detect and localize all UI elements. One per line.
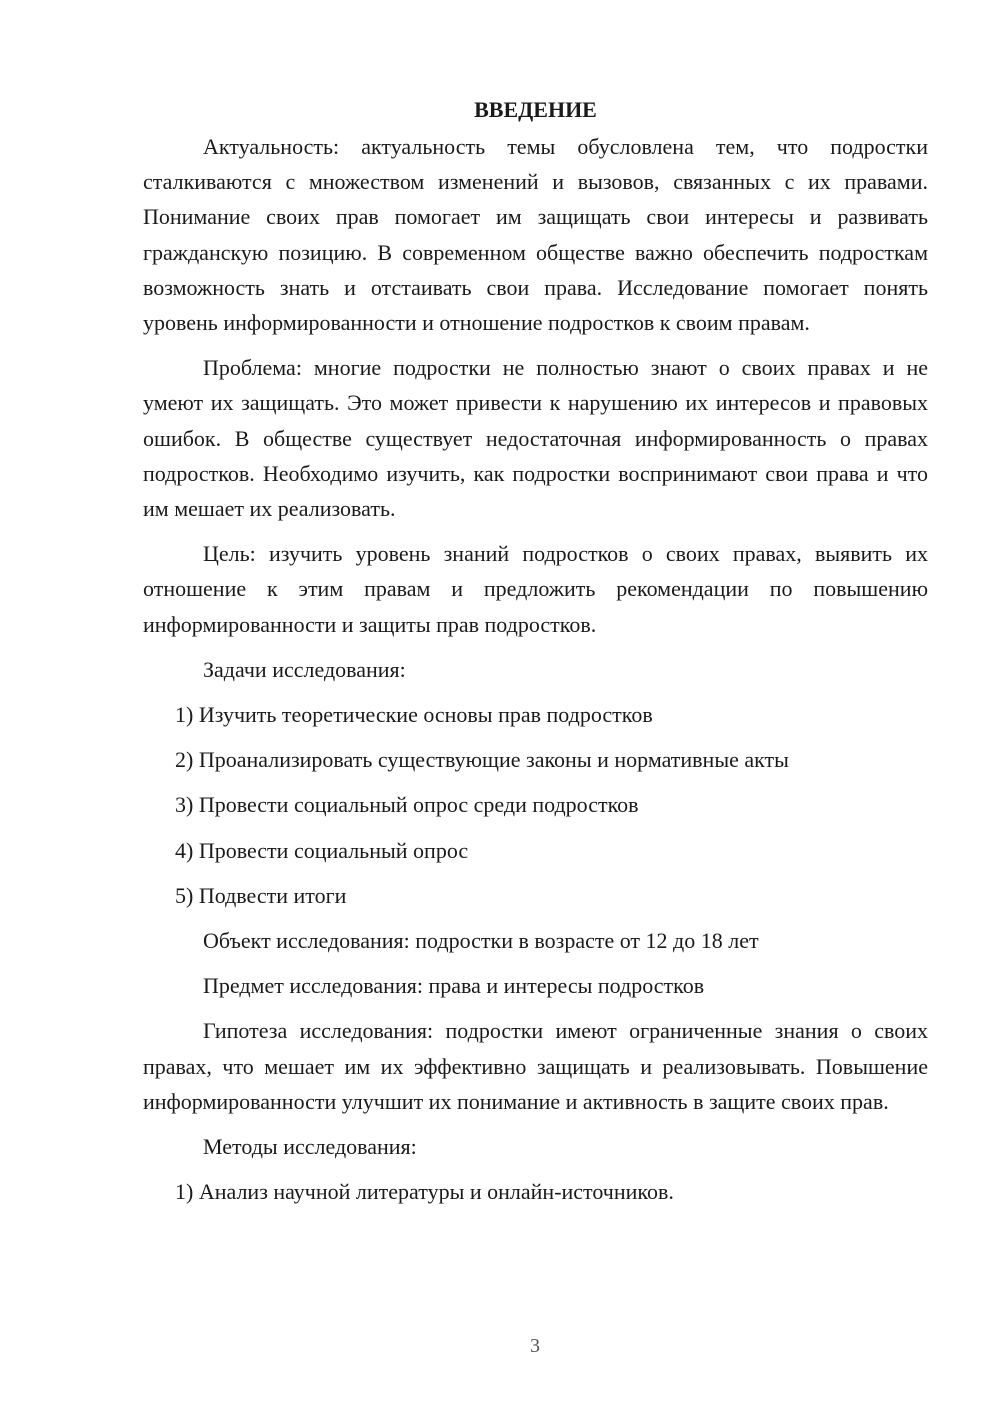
list-item: 3) Провести социальный опрос среди подростков — [175, 792, 639, 818]
research-object: Объект исследования: подростки в возрасте от 12 до 18 лет — [203, 928, 759, 954]
page-number: 3 — [530, 1335, 540, 1357]
list-item: 1) Анализ научной литературы и онлайн-источников. — [175, 1179, 674, 1205]
list-item: 1) Изучить теоретические основы прав подростков — [175, 702, 653, 728]
research-subject: Предмет исследования: права и интересы подростков — [203, 973, 705, 999]
paragraph-hypothesis: Гипотеза исследования: подростки имеют ограниченные знания о своих правах, что мешает им их эффективно защищать и реализовывать. Повышение информированности улучшит их понимание и активность в защите своих прав. — [143, 1018, 928, 1114]
paragraph-goal: Цель: изучить уровень знаний подростков о своих правах, выявить их отношение к этим правам и предложить рекомендации по повышению информированности и защиты прав подростков. — [143, 541, 928, 637]
methods-heading: Методы исследования: — [203, 1134, 417, 1160]
paragraph-problem: Проблема: многие подростки не полностью знают о своих правах и не умеют их защищать. Это может привести к нарушению их интересов и правовых ошибок. В обществе существует недостаточная информированность о правах подростков. Необходимо изучить, как подростки воспринимают свои права и что им мешает их реализовать. — [143, 355, 928, 522]
list-item: 4) Провести социальный опрос — [175, 837, 469, 863]
list-item: 2) Проанализировать существующие законы и нормативные акты — [175, 747, 789, 773]
document-page — [143, 94, 928, 1219]
list-item: 5) Подвести итоги — [175, 882, 347, 908]
tasks-heading: Задачи исследования: — [203, 656, 406, 682]
paragraph-relevance: Актуальность: актуальность темы обусловлена тем, что подростки сталкиваются с множеством изменений и вызовов, связанных с их правами. Понимание своих прав помогает им защищать свои интересы и развивать гражданскую позицию. В современном обществе важно обеспечить подросткам возможность знать и отстаивать свои права. Исследование помогает понять уровень информированности и отношение подростков к своим правам. — [143, 134, 928, 336]
page-title: ВВЕДЕНИЕ — [474, 97, 597, 122]
